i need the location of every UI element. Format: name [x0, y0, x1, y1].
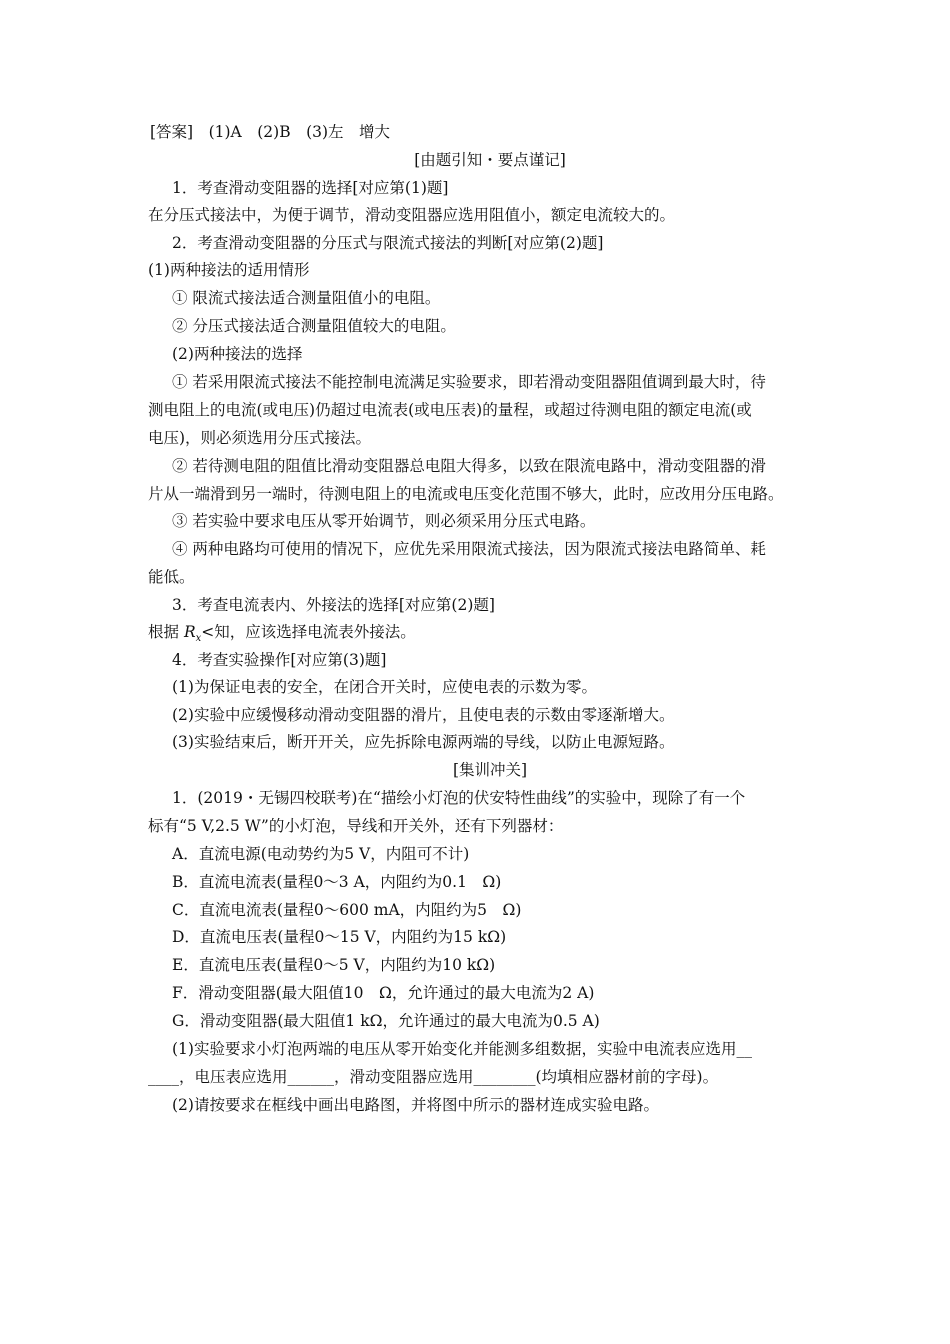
point-4-title: 4．考查实验操作[对应第(3)题]	[172, 651, 387, 669]
question-text: 1．(2019・无锡四校联考)在“描绘小灯泡的伏安特性曲线”的实验中，现除了有一个	[172, 789, 746, 807]
text-line: (2)两种接法的选择	[172, 345, 303, 363]
text-line: ② 分压式接法适合测量阻值较大的电阻。	[172, 317, 456, 335]
option-f: F．滑动变阻器(最大阻值10 Ω，允许通过的最大电流为2 A)	[172, 984, 595, 1002]
option-g: G．滑动变阻器(最大阻值1 kΩ，允许通过的最大电流为0.5 A)	[172, 1012, 600, 1030]
text-line: 能低。	[148, 568, 195, 586]
text-line: 电压)，则必须选用分压式接法。	[148, 429, 372, 447]
section-heading: [集训冲关]	[452, 761, 528, 779]
text: 根据	[148, 623, 184, 641]
subscript: x	[195, 633, 202, 645]
text-line: 在分压式接法中，为便于调节，滑动变阻器应选用阻值小，额定电流较大的。	[148, 206, 676, 224]
option-c: C．直流电流表(量程0～600 mA，内阻约为5 Ω)	[172, 901, 522, 919]
point-3-title: 3．考查电流表内、外接法的选择[对应第(2)题]	[172, 596, 495, 614]
point-1-title: 1．考查滑动变阻器的选择[对应第(1)题]	[172, 179, 449, 197]
option-d: D．直流电压表(量程0～15 V，内阻约为15 kΩ)	[172, 928, 507, 946]
sub-question-2: (2)请按要求在框线中画出电路图，并将图中所示的器材连成实验电路。	[172, 1096, 659, 1114]
sub-question-1: (1)实验要求小灯泡两端的电压从零开始变化并能测多组数据，实验中电流表应选用__	[172, 1040, 752, 1058]
text-line: 测电阻上的电流(或电压)仍超过电流表(或电压表)的量程，或超过待测电阻的额定电流(或	[148, 401, 752, 419]
text-line: (1)两种接法的适用情形	[148, 261, 310, 279]
text-line: ① 若采用限流式接法不能控制电流满足实验要求，即若滑动变阻器阻值调到最大时，待	[172, 373, 766, 391]
resistance-symbol: R	[183, 623, 196, 641]
section-heading: [由题引知・要点谨记]	[414, 151, 566, 169]
text-line: ③ 若实验中要求电压从零开始调节，则必须采用分压式电路。	[172, 512, 596, 530]
text-line: ① 限流式接法适合测量阻值小的电阻。	[172, 289, 441, 307]
text-line: (1)为保证电表的安全，在闭合开关时，应使电表的示数为零。	[172, 678, 597, 696]
text-line	[148, 622, 416, 649]
text-line: (3)实验结束后，断开开关，应先拆除电源两端的导线，以防止电源短路。	[172, 733, 675, 751]
text-line: ② 若待测电阻的阻值比滑动变阻器总电阻大得多，以致在限流电路中，滑动变阻器的滑	[172, 457, 766, 475]
option-b: B．直流电流表(量程0～3 A，内阻约为0.1 Ω)	[172, 873, 502, 891]
answer-line: [答案] (1)A (2)B (3)左 增大	[150, 123, 391, 141]
question-text: 标有“5 V,2.5 W”的小灯泡，导线和开关外，还有下列器材：	[148, 817, 564, 835]
text-line: ④ 两种电路均可使用的情况下，应优先采用限流式接法，因为限流式接法电路简单、耗	[172, 540, 766, 558]
text-line: 片从一端滑到另一端时，待测电阻上的电流或电压变化范围不够大，此时，应改用分压电路。	[148, 485, 784, 503]
sub-question-1-cont: ____，电压表应选用______，滑动变阻器应选用________(均填相应器材前的字母)。	[148, 1068, 719, 1086]
option-e: E．直流电压表(量程0～5 V，内阻约为10 kΩ)	[172, 956, 496, 974]
point-2-title: 2．考查滑动变阻器的分压式与限流式接法的判断[对应第(2)题]	[172, 234, 604, 252]
text-line: (2)实验中应缓慢移动滑动变阻器的滑片，且使电表的示数由零逐渐增大。	[172, 706, 675, 724]
text: <知，应该选择电流表外接法。	[201, 623, 416, 641]
option-a: A．直流电源(电动势约为5 V，内阻可不计)	[172, 845, 470, 863]
